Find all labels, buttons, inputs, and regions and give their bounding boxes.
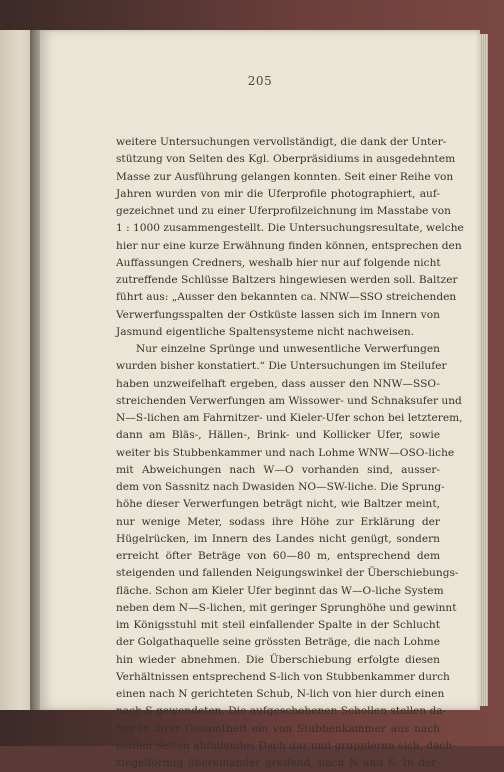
text-line: nach S gewendeten. Die aufgeschobenen Schollen stellen da- <box>116 705 447 718</box>
page-edges <box>480 34 488 706</box>
text-line: wurden bisher konstatiert.“ Die Untersuchungen im Steilufer <box>116 360 447 373</box>
text-line: Masse zur Ausführung gelangen konnten. Seit einer Reihe von <box>116 170 454 183</box>
text-line: erreicht öfter Beträge von 60—80 m, entsprechend dem <box>116 550 440 562</box>
text-line: streichenden Verwerfungen am Wissower- und Schnaksufer und <box>116 394 462 407</box>
text-line: beiden Seiten abfallendes Dach dar und gruppieren sich, dach- <box>116 739 456 752</box>
text-line: her in ihrer Gesamtheit ein von Stubbenkammer aus nach <box>116 722 440 735</box>
text-line: weiter bis Stubbenkammer und nach Lohme WNW—OSO-liche <box>116 446 455 459</box>
text-line: im Königsstuhl mit steil einfallender Spalte in der Schlucht <box>116 619 440 631</box>
text-line: der Golgathaquelle seine grössten Beträge, die nach Lohme <box>116 636 440 649</box>
text-line: Jahren wurden von mir die Uferprofile photographiert, auf- <box>116 187 440 200</box>
text-line: nur wenige Meter, sodass ihre Höhe zur Erklärung der <box>116 515 440 528</box>
facing-page-edge <box>0 30 32 710</box>
page-number: 205 <box>247 74 273 88</box>
text-line: Verhältnissen entsprechend S-lich von Stubbenkammer durch <box>116 670 450 683</box>
text-line: Hügelrücken, im Innern des Landes nicht genügt, sondern <box>116 532 440 545</box>
text-line: 1 : 1000 zusammengestellt. Die Untersuchungsresultate, welche <box>116 222 464 235</box>
body-text <box>116 134 464 772</box>
text-line: Auffassungen Crednersׅ, weshalb hier nur auf folgende nicht <box>116 256 441 269</box>
text-line: steigenden und fallenden Neigungswinkel der Überschiebungs- <box>116 567 459 580</box>
text-line: neben dem N—S-lichen, mit geringer Sprunghöhe und gewinnt <box>116 601 457 614</box>
text-line: dann am Bläs-, Hällen-, Brink- und Kollicker Ufer, sowie <box>116 429 440 442</box>
text-line: gezeichnet und zu einer Uferprofilzeichnung im Masstabe von <box>116 205 451 217</box>
text-line: N—S-lichen am Fahrnitzer- und Kieler-Ufer schon bei letzterem, <box>116 412 463 424</box>
text-line: Nur einzelne Sprünge und unwesentliche Verwerfungen <box>136 343 440 355</box>
text-line: zutreffende Schlüsse Baltzers hingewiesen werden soll. Baltzer <box>116 274 458 286</box>
text-line: hier nur eine kurze Erwähnung finden können, entsprechen den <box>116 239 462 252</box>
book-page <box>40 30 480 769</box>
text-line: führt aus: „Ausser den bekannten ca. NNW—SSO streichenden <box>116 291 457 304</box>
text-line: haben unzweifelhaft ergeben, dass ausser den NNW—SSO- <box>116 377 440 390</box>
text-line: einen nach N gerichteten Schub, N-lich von hier durch einen <box>116 688 445 700</box>
text-line: fläche. Schon am Kieler Ufer beginnt das W—O-liche System <box>116 584 444 597</box>
text-line: Verwerfungsspalten der Ostküste lassen sich im Innern von <box>116 308 440 321</box>
text-line: dem von Sassnitz nach Dwasiden NO—SW-liche. Die Sprung- <box>116 481 445 493</box>
text-line: Jasmund eigentliche Spaltensysteme nicht nachweisen. <box>116 325 415 338</box>
text-line: ziegelförmig übereinander greifend, nach N und S. In der- <box>116 757 440 769</box>
text-line: weitere Untersuchungen vervollständigt, die dank der Unter- <box>116 136 447 148</box>
text-line: mit Abweichungen nach W—O vorhanden sind, ausser- <box>116 463 440 476</box>
book-gutter <box>30 30 40 710</box>
text-line: hin wieder abnehmen. Die Überschiebung erfolgte diesen <box>116 653 440 666</box>
text-line: höhe dieser Verwerfungen beträgt nicht, wie Baltzer meint, <box>116 498 440 511</box>
text-line: stützung von Seiten des Kgl. Oberpräsidiums in ausgedehntem <box>116 153 456 166</box>
